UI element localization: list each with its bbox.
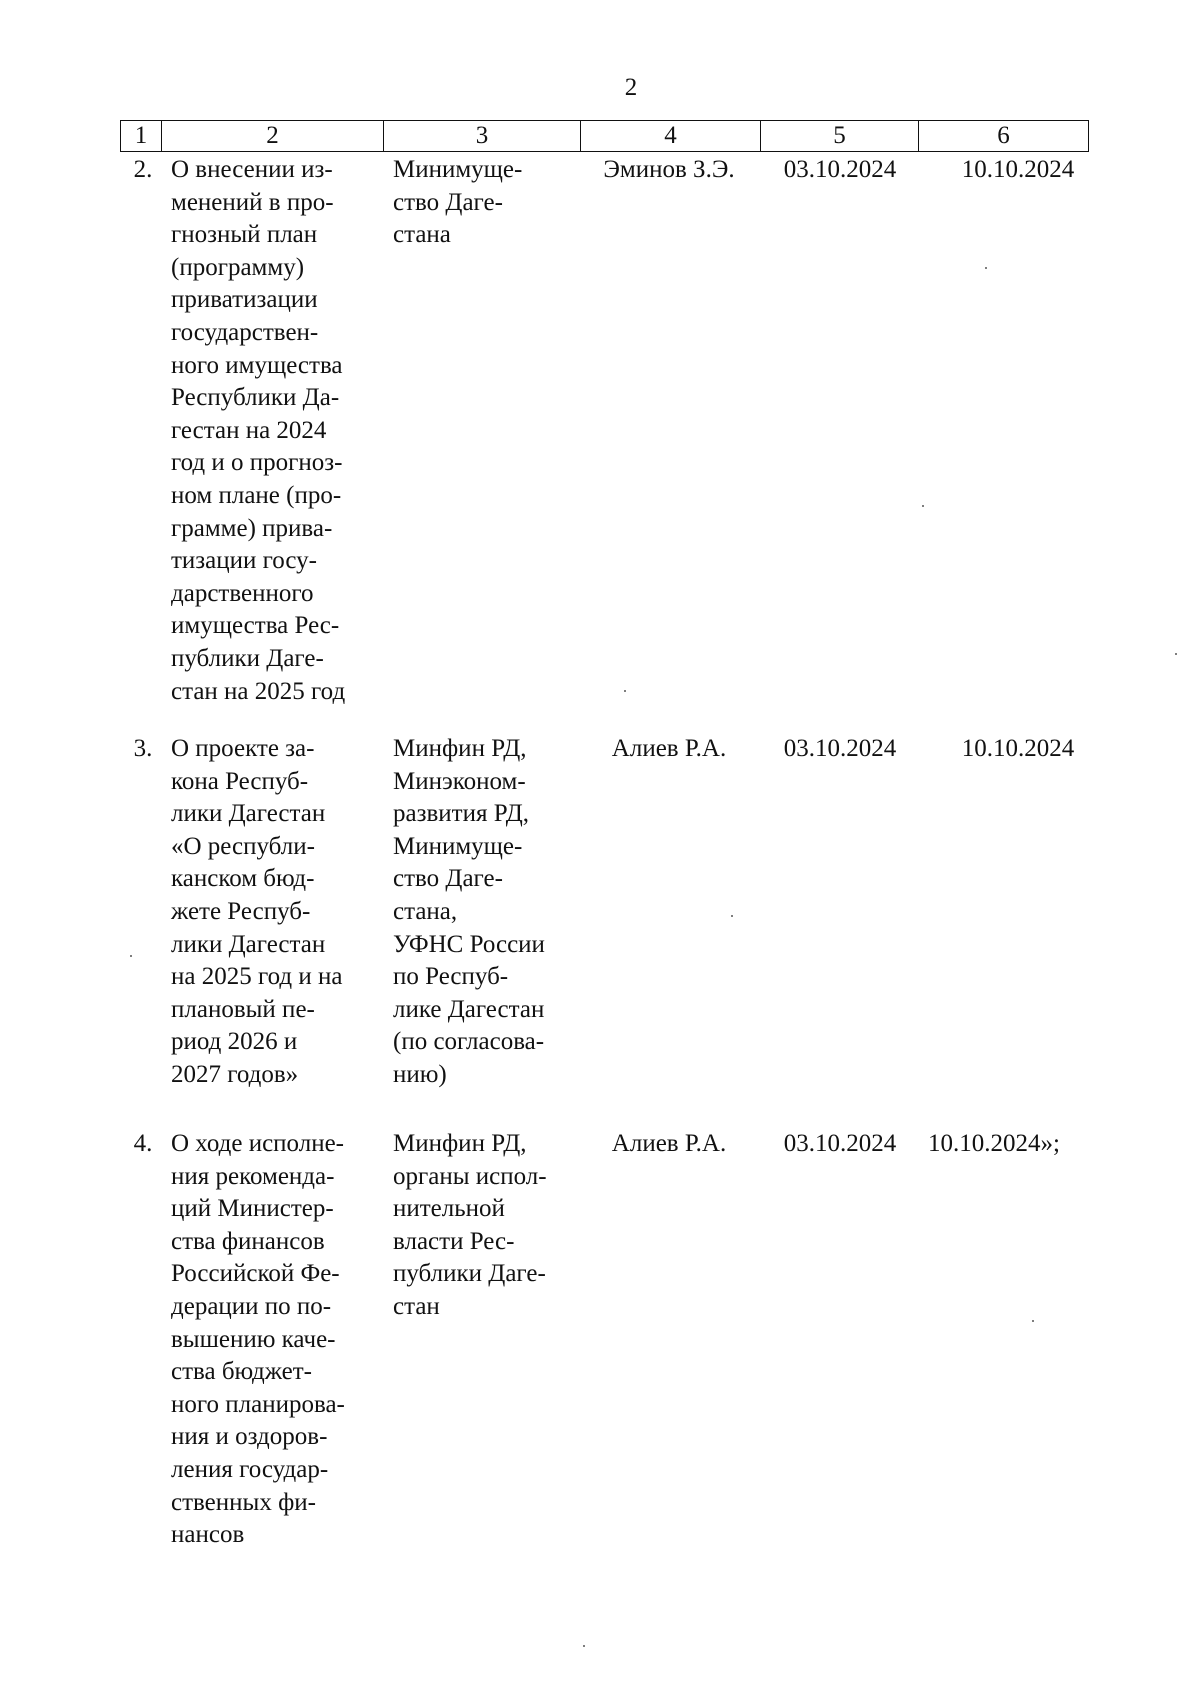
header-cell: 6 (919, 121, 1089, 152)
row-subject: О проекте за- кона Респуб- лики Дагестан «О республи- канском бюд- жете Респуб- лики Дагестан на 2025 год и на плановый пе- риод 2026 и 2027 годов» (171, 735, 343, 1088)
row-date-start: 03.10.2024 (783, 735, 897, 762)
scan-speck (985, 267, 987, 269)
header-cell: 5 (761, 121, 919, 152)
row-person: Алиев Р.А. (611, 735, 727, 762)
row-responsible: Минфин РД, Минэконом- развития РД, Минимуще- ство Даге- стана, УФНС России по Респуб- лике Дагестан (по согласова- нию) (393, 735, 545, 1088)
row-subject: О внесении из- менений в про- гнозный план (программу) приватизации государствен- ного имущества Республики Да- гестан на 2024 год и о прогноз- ном плане (про- грамме) прива- тизации госу- дарственного имущества Рес- публики Даге- стан на 2025 год (171, 156, 346, 705)
row-responsible: Минимуще- ство Даге- стана (393, 156, 523, 249)
scan-speck (1032, 1320, 1034, 1322)
row-number: 3. (133, 735, 153, 762)
scan-speck (1175, 653, 1177, 655)
header-row (121, 121, 1089, 152)
row-date-end: 10.10.2024»; (928, 1130, 1060, 1157)
scan-speck (922, 505, 924, 507)
header-cell: 2 (162, 121, 384, 152)
header-cell: 3 (384, 121, 581, 152)
page-number: 2 (624, 74, 638, 101)
row-person: Эминов З.Э. (603, 156, 735, 183)
row-person: Алиев Р.А. (611, 1130, 727, 1157)
row-date-start: 03.10.2024 (783, 156, 897, 183)
header-cell: 1 (121, 121, 162, 152)
row-number: 2. (133, 156, 153, 183)
row-number: 4. (133, 1130, 153, 1157)
scan-speck (130, 955, 132, 957)
scan-speck (731, 915, 733, 917)
row-responsible: Минфин РД, органы испол- нительной власти Рес- публики Даге- стан (393, 1130, 547, 1320)
scan-speck (583, 1645, 585, 1647)
header-cell: 4 (581, 121, 761, 152)
scan-speck (624, 690, 626, 692)
column-number-header (120, 120, 1089, 152)
row-date-end: 10.10.2024 (961, 735, 1075, 762)
row-subject: О ходе исполне- ния рекоменда- ций Министер- ства финансов Российской Фе- дерации по по- вышению каче- ства бюджет- ного планирова- ния и оздоров- ления государ- ственных фи- нансов (171, 1130, 345, 1549)
row-date-end: 10.10.2024 (961, 156, 1075, 183)
row-date-start: 03.10.2024 (783, 1130, 897, 1157)
